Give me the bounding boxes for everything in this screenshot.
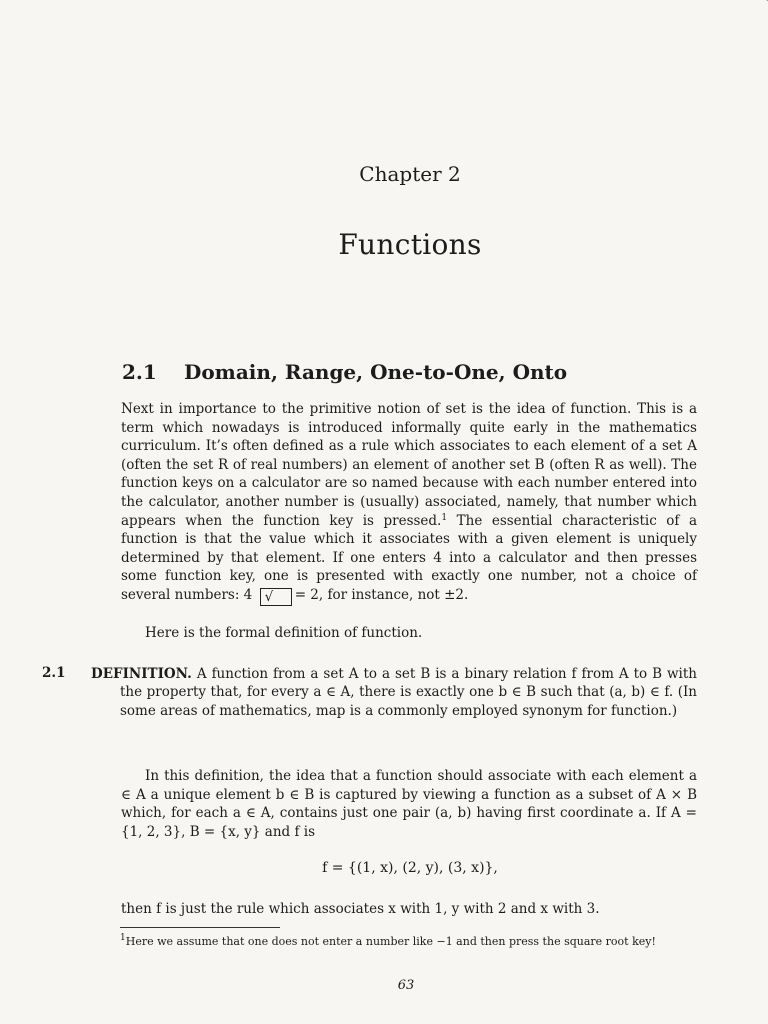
footnote	[120, 934, 696, 949]
definition-heading: DEFINITION.	[91, 666, 192, 682]
paragraph-explanation: In this definition, the idea that a function should associate with each element a ∈ A a unique element b ∈ B is captured by viewing a function as a subset of A × B which, for each a ∈ A, contains just one pair (a, b) having first coordinate a. If A = {1, 2, 3}, B = {x, y} and f is	[121, 768, 697, 840]
footnote-divider	[120, 927, 280, 928]
paragraph-definition-lead: Here is the formal definition of function.	[145, 625, 423, 641]
paragraph-intro-text: Next in importance to the primitive notion of set is the idea of function. This is a term which nowadays is introduced informally quite early in the mathematics curriculum. It’s often defined as a rule which associates to each element of a set A (often the set R of real numbers) an element of another set B (often R as well). The function keys on a calculator are so named because with each number entered into the calculator, another number is (usually) associated, namely, that number which appears when the function key is pressed.	[121, 401, 697, 529]
square-root-key-icon: √	[260, 588, 292, 606]
paragraph-intro-continued: The essential characteristic of a function is that the value which it associates with a given element is uniquely determined by that element. If one enters 4 into a calculator and then presses some function key, one is presented with exactly one number, not a choice of several numbers: 4	[121, 512, 697, 603]
section-title: Domain, Range, One-to-One, Onto	[184, 360, 568, 384]
paragraph-intro-end: = 2, for instance, not ±2.	[294, 586, 469, 603]
paragraph-conclusion: then f is just the rule which associates x with 1, y with 2 and x with 3.	[121, 901, 600, 917]
definition-block	[91, 665, 697, 720]
footnote-text: Here we assume that one does not enter a number like −1 and then press the square root key!	[125, 935, 656, 948]
section-heading	[122, 360, 567, 384]
definition-text: A function from a set A to a set B is a binary relation f from A to B with the property that, for every a ∈ A, there is exactly one b ∈ B such that (a, b) ∈ f. (In some areas of mathematics, map is a commonly employed synonym for function.)	[120, 666, 697, 719]
page-number: 63	[397, 978, 415, 993]
chapter-label: Chapter 2	[359, 162, 461, 186]
paragraph-intro	[121, 400, 697, 606]
definition-number: 2.1	[42, 665, 66, 681]
footnote-reference: 1	[441, 512, 448, 523]
footnote-mark: 1	[120, 933, 126, 943]
chapter-title: Functions	[338, 228, 482, 261]
section-number: 2.1	[122, 360, 157, 384]
display-equation: f = {(1, x), (2, y), (3, x)},	[322, 860, 498, 876]
page-corner-mark	[751, 0, 768, 11]
